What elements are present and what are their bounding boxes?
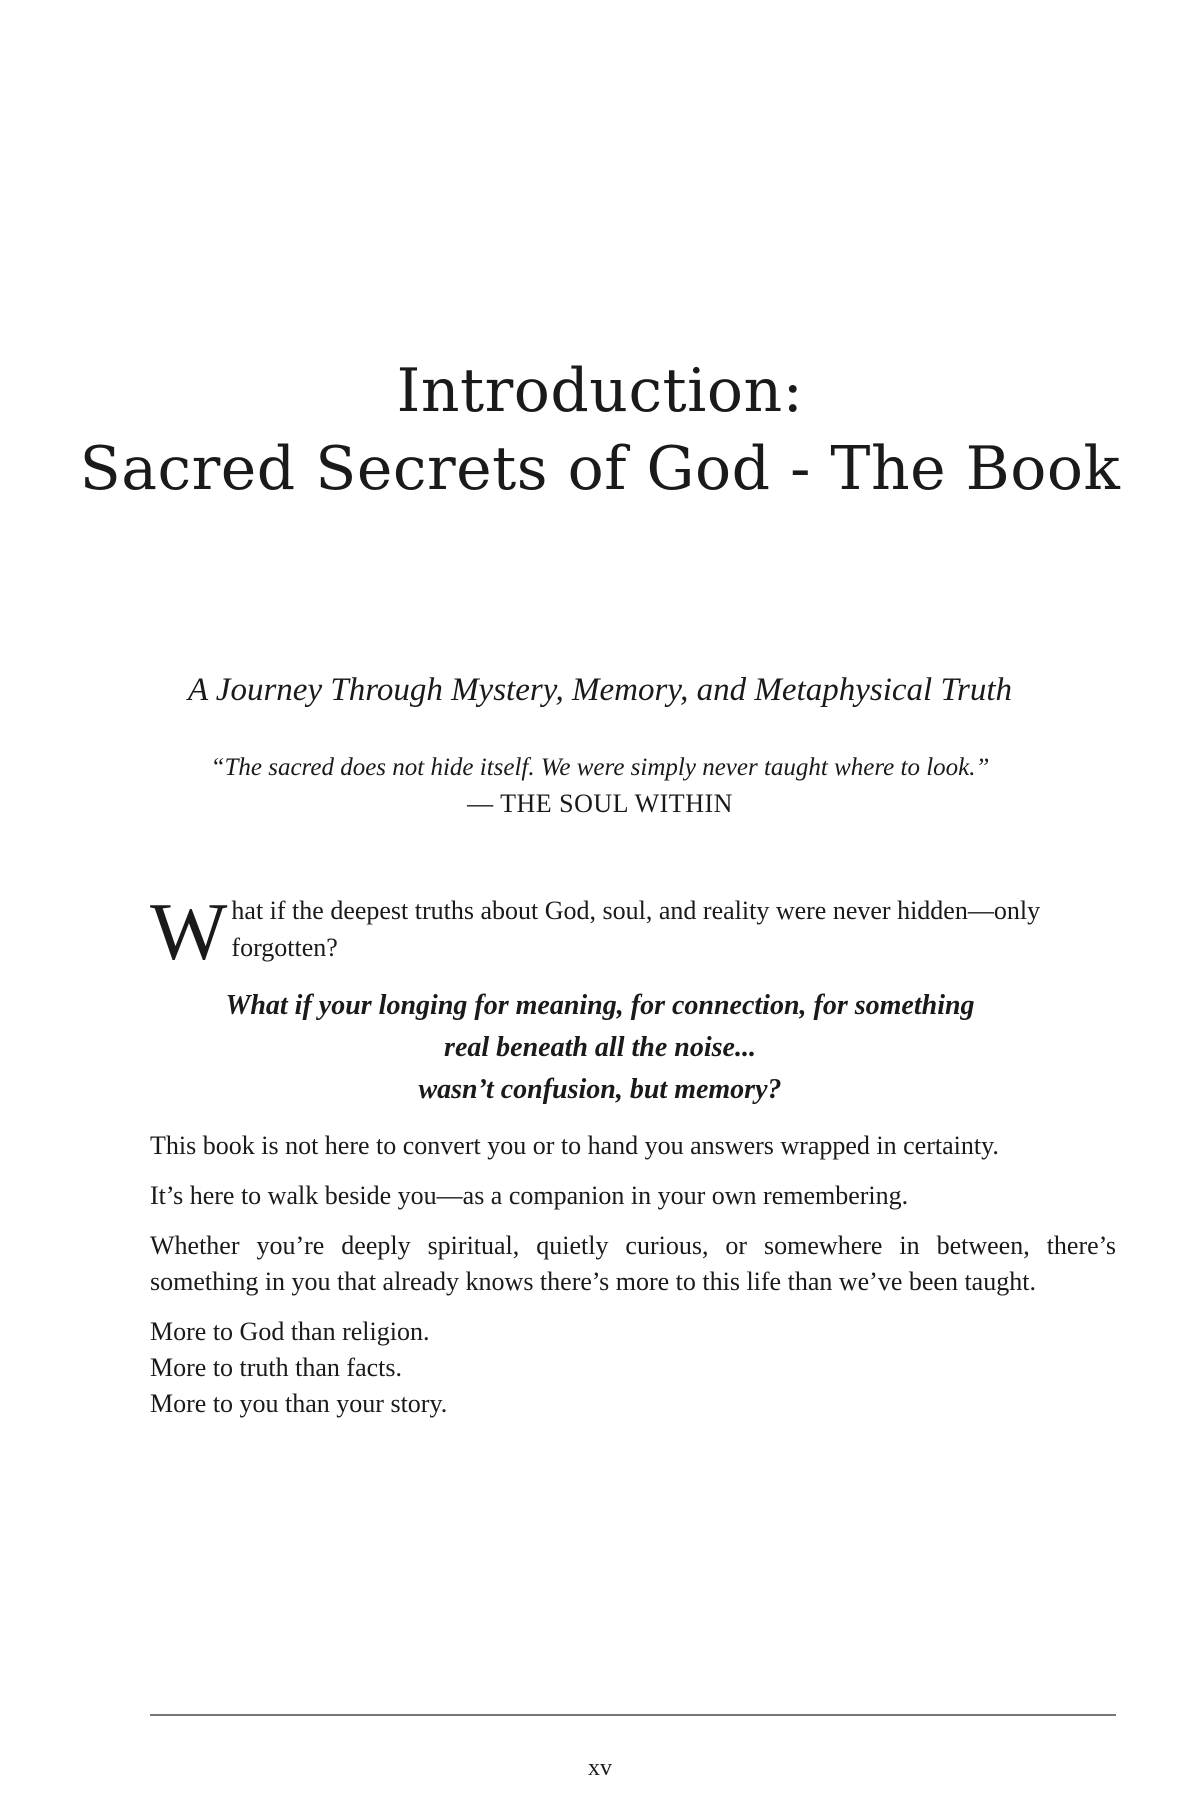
chapter-title-line-1: Introduction: <box>396 356 804 426</box>
emphasis-line-2: real beneath all the noise... <box>444 1032 756 1063</box>
body-line: More to truth than facts. <box>150 1353 402 1382</box>
epigraph <box>0 750 1200 822</box>
body-paragraph-4 <box>150 1314 1116 1422</box>
body-paragraph-1: This book is not here to convert you or to hand you answers wrapped in certainty. <box>150 1131 999 1160</box>
chapter-title <box>0 352 1200 508</box>
epigraph-quote: “The sacred does not hide itself. We were simply never taught where to look.” <box>210 754 990 781</box>
opening-text: hat if the deepest truths about God, soul, and reality were never hidden—only forgotten? <box>231 896 1041 962</box>
footer-rule <box>150 1714 1116 1716</box>
emphasis-line-1: What if your longing for meaning, for connection, for something <box>225 990 975 1021</box>
drop-cap: W <box>150 886 228 977</box>
epigraph-attribution: — THE SOUL WITHIN <box>467 789 733 818</box>
body-paragraph-2: It’s here to walk beside you—as a companion in your own remembering. <box>150 1181 909 1210</box>
emphasis-block <box>0 985 1200 1111</box>
chapter-subtitle: A Journey Through Mystery, Memory, and Metaphysical Truth <box>188 672 1012 708</box>
chapter-title-line-2: Sacred Secrets of God - The Book <box>79 434 1121 504</box>
body-line: More to you than your story. <box>150 1389 448 1418</box>
emphasis-line-3: wasn’t confusion, but memory? <box>418 1074 782 1105</box>
body-text <box>150 1128 1116 1436</box>
body-line: More to God than religion. <box>150 1317 430 1346</box>
opening-paragraph <box>150 886 1116 977</box>
page-number: xv <box>588 1755 612 1781</box>
body-paragraph-3: Whether you’re deeply spiritual, quietly curious, or somewhere in between, there’s something in you that already knows there’s more to this life than we’ve been taught. <box>150 1231 1116 1296</box>
